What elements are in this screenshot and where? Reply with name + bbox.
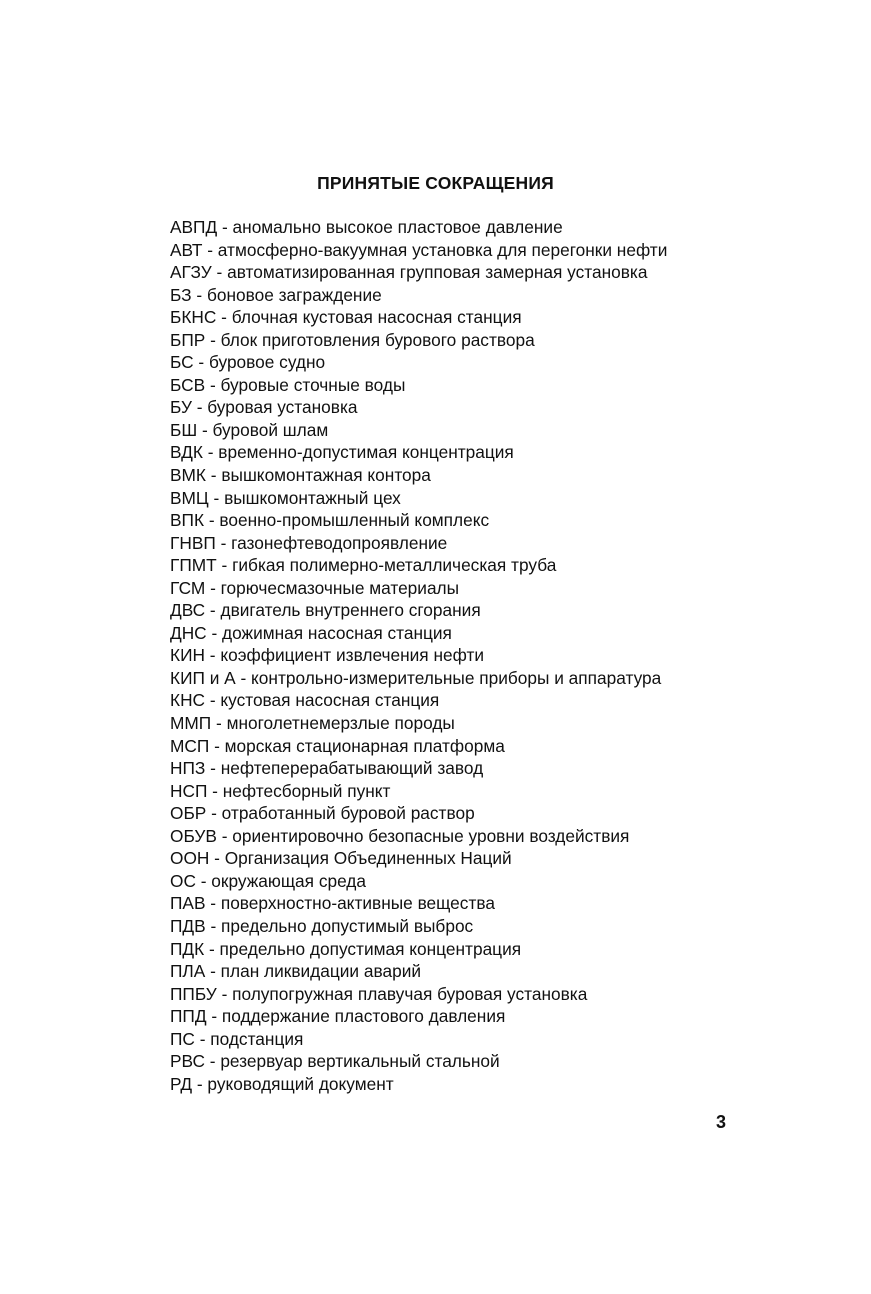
list-item: ППД - поддержание пластового давления	[170, 1006, 506, 1027]
list-item: МСП - морская стационарная платформа	[170, 735, 505, 756]
list-item: БЗ - боновое заграждение	[170, 284, 382, 305]
list-item: КИП и А - контрольно-измерительные приборы и аппаратура	[170, 667, 662, 688]
list-item: КИН - коэффициент извлечения нефти	[170, 645, 485, 666]
abbreviation-list	[170, 216, 667, 1095]
list-item: НПЗ - нефтеперерабатывающий завод	[170, 758, 484, 779]
list-item: ГНВП - газонефтеводопроявление	[170, 532, 448, 553]
list-item: ВДК - временно-допустимая концентрация	[170, 442, 514, 463]
list-item: ДНС - дожимная насосная станция	[170, 622, 452, 643]
list-item: БСВ - буровые сточные воды	[170, 374, 406, 395]
list-item: ООН - Организация Объединенных Наций	[170, 848, 512, 869]
list-item: РВС - резервуар вертикальный стальной	[170, 1051, 500, 1072]
list-item: КНС - кустовая насосная станция	[170, 690, 440, 711]
page-title: ПРИНЯТЫЕ СОКРАЩЕНИЯ	[317, 173, 554, 193]
list-item: БКНС - блочная кустовая насосная станция	[170, 307, 522, 328]
list-item: БПР - блок приготовления бурового раствора	[170, 329, 535, 350]
list-item: ПС - подстанция	[170, 1028, 304, 1049]
list-item: ПДК - предельно допустимая концентрация	[170, 938, 522, 959]
list-item: БУ - буровая установка	[170, 397, 358, 418]
list-item: ГСМ - горючесмазочные материалы	[170, 577, 460, 598]
list-item: ДВС - двигатель внутреннего сгорания	[170, 600, 481, 621]
list-item: ВПК - военно-промышленный комплекс	[170, 510, 490, 531]
page-number: 3	[716, 1112, 727, 1132]
list-item: БС - буровое судно	[170, 352, 326, 373]
list-item: НСП - нефтесборный пункт	[170, 780, 391, 801]
list-item: ГПМТ - гибкая полимерно-металлическая труба	[170, 555, 557, 576]
list-item: ПЛА - план ликвидации аварий	[170, 961, 421, 982]
list-item: АГЗУ - автоматизированная групповая замерная установка	[170, 262, 648, 283]
list-item: ОБУВ - ориентировочно безопасные уровни воздействия	[170, 825, 630, 846]
list-item: РД - руководящий документ	[170, 1073, 394, 1094]
list-item: АВТ - атмосферно-вакуумная установка для перегонки нефти	[170, 239, 668, 260]
list-item: ВМЦ - вышкомонтажный цех	[170, 487, 401, 508]
list-item: ПАВ - поверхностно-активные вещества	[170, 893, 495, 914]
list-item: ММП - многолетнемерзлые породы	[170, 713, 455, 734]
list-item: ОС - окружающая среда	[170, 870, 367, 891]
list-item: БШ - буровой шлам	[170, 419, 329, 440]
list-item: ППБУ - полупогружная плавучая буровая установка	[170, 983, 588, 1004]
list-item: ВМК - вышкомонтажная контора	[170, 465, 431, 486]
list-item: ПДВ - предельно допустимый выброс	[170, 915, 474, 936]
list-item: АВПД - аномально высокое пластовое давление	[170, 217, 563, 237]
list-item: ОБР - отработанный буровой раствор	[170, 803, 475, 824]
